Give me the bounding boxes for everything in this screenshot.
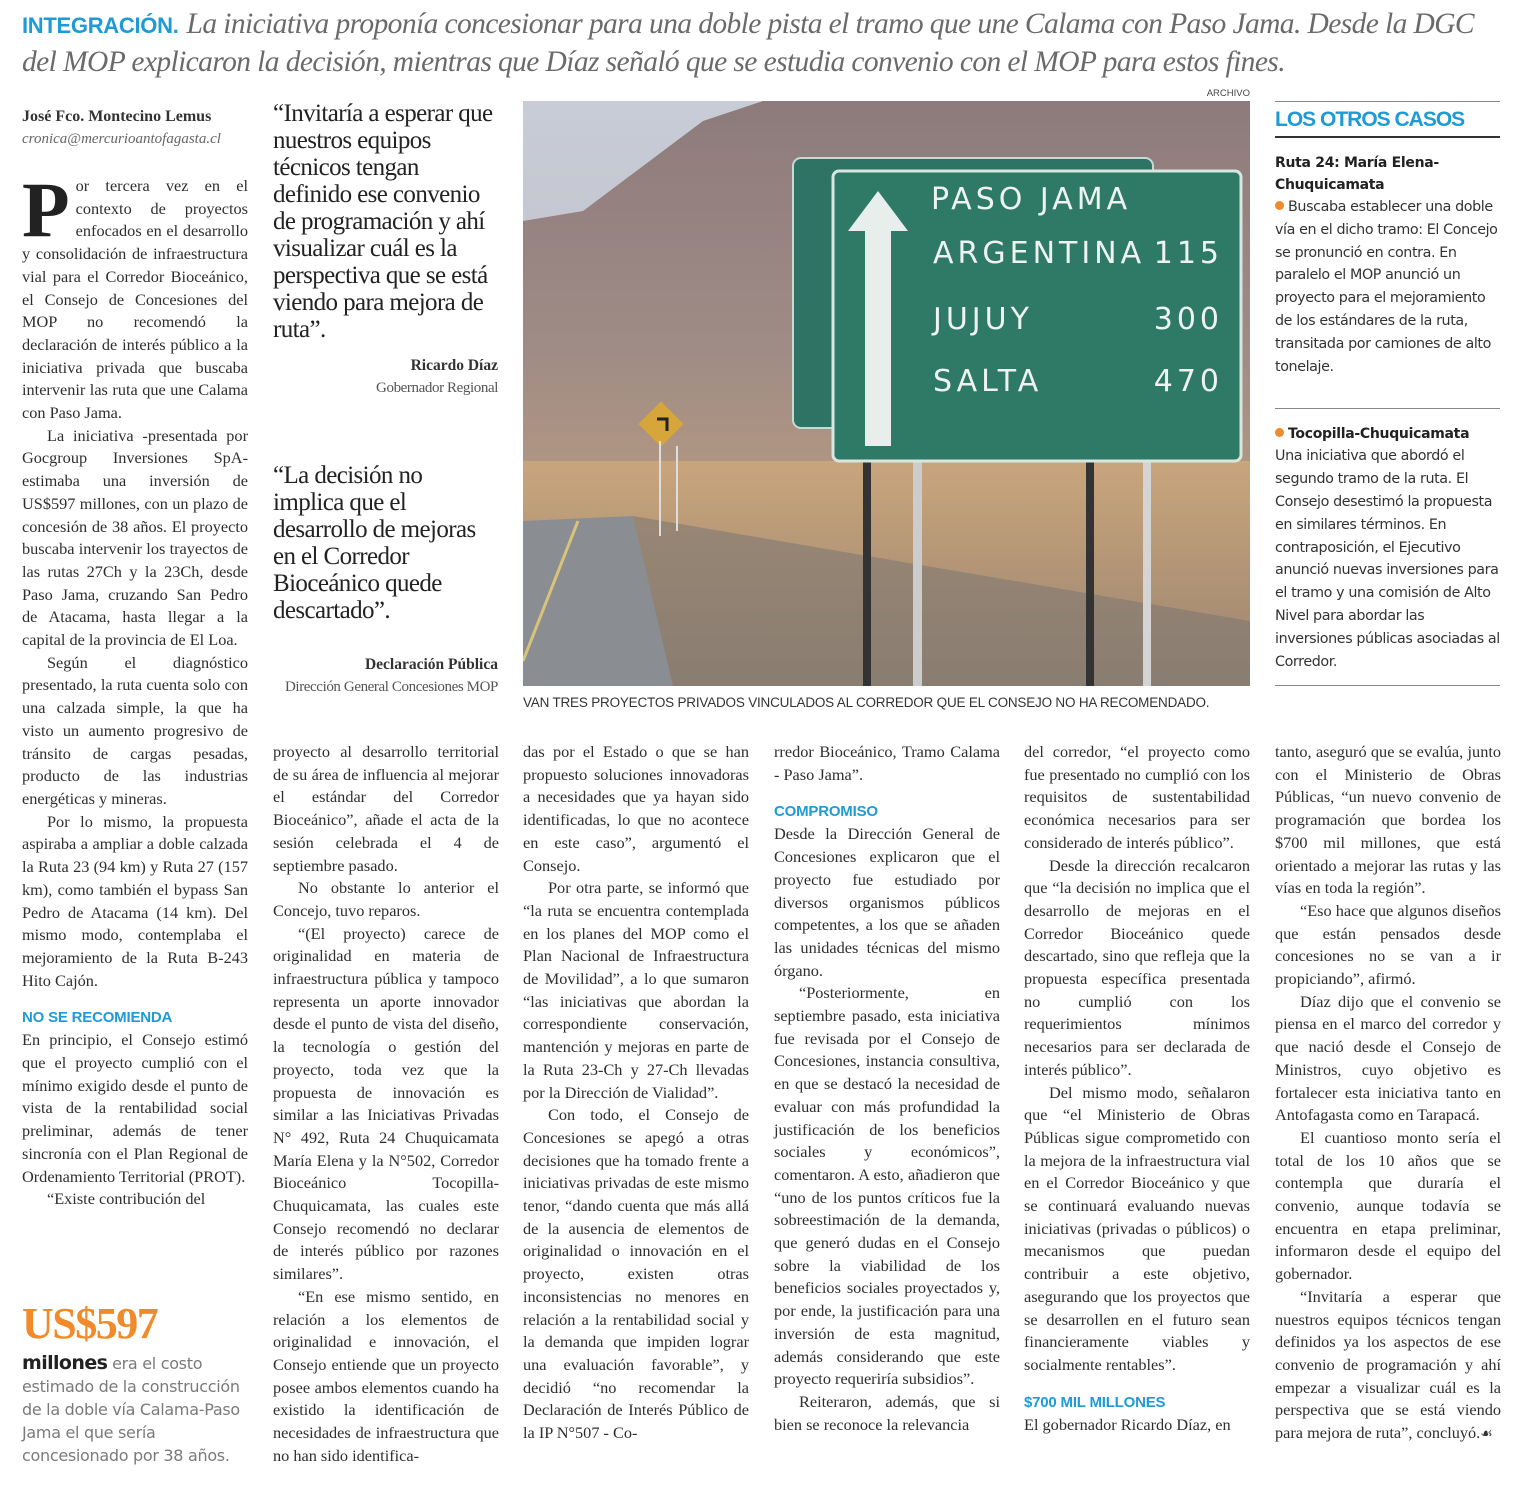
quote-role: Gobernador Regional [376, 380, 498, 396]
bullet-icon [1275, 201, 1284, 210]
paragraph: proyecto al desarrollo territorial de su área de influencia al mejorar el estándar del Corredor Bioceánico”, añade el acta de la sesión celebrada el 4 de septiembre pasado. [273, 742, 499, 875]
case-title: Ruta 24: María Elena-Chuquicamata [1275, 155, 1439, 193]
paragraph: “Posteriormente, en septiembre pasado, esta iniciativa fue revisada por el Consejo de Concesiones, instancia consultiva, en que se destacó la necesidad de evaluar con más profundidad la justificación de los beneficios sociales y económicos”, comentaron. A esto, añadieron que “uno de los puntos críticos fue la sobreestimación de la demanda, que generó dudas en el Consejo sobre la viabilidad de los beneficios sociales proyectados y, por ende, la justificación para una inversión de esta magnitud, además considerando que este proyecto requeriría subsidios”. [774, 983, 1000, 1389]
sign-place-2: JUJUY [933, 302, 1033, 337]
case-text: Buscaba establecer una doble vía en el dicho tramo: El Concejo se pronunció en contra. En paralelo el MOP anunció un proyecto para el mejoramiento de los estándares de la ruta, transitada por camiones de alto tonelaje. [1275, 199, 1498, 375]
case-text: Una iniciativa que abordó el segundo tramo de la ruta. El Consejo desestimó la propuesta en similares términos. En contraposición, el Ejecutivo anunció nuevas inversiones para el tramo y una comisión de Alto Nivel para abordar las inversiones públicas asociadas al Corredor. [1275, 448, 1500, 670]
subheading-no-se-recomienda: NO SE RECOMIENDA [22, 1009, 173, 1027]
sidebar-other-cases [1275, 101, 1500, 686]
paragraph: Díaz dijo que el convenio se piensa en el marco del corredor y que nació desde el Consejo de Ministros, cuyo objetivo es fortalecer esta iniciativa tanto en Antofagasta como en Tarapacá. [1275, 991, 1501, 1125]
paragraph: “Invitaría a esperar que nuestros equipos técnicos tengan definidos ya los aspectos de ese convenio de programación y ahí empezar a visualizar cuál es la perspectiva que se está viendo para mejora de ruta”, concluyó.☙ [1275, 1286, 1501, 1443]
bullet-icon [1275, 428, 1284, 437]
article-column-5 [1024, 741, 1250, 1436]
paragraph: “En ese mismo sentido, en relación a los elementos de originalidad e innovación, el Consejo entiende que un proyecto posee ambos elementos cuando ha existido la identificación de necesidades de infraestructura que no han sido identifica- [273, 1286, 499, 1465]
byline [22, 106, 252, 150]
sign-km-3: 470 [1153, 364, 1223, 399]
paragraph: Desde la Dirección General de Concesiones explicaron que el proyecto fue estudiado por diversos organismos públicos competentes, a los que se añaden las unidades técnicas del mismo órgano. [774, 824, 1000, 980]
article-column-2 [273, 741, 499, 1468]
sidebar-title: LOS OTROS CASOS [1275, 102, 1500, 138]
sign-line-1: PASO JAMA [931, 182, 1132, 217]
quote-text: “La decisión no implica que el desarrollo de mejoras en el Corredor Bioceánico quede descartado”. [273, 462, 476, 624]
paragraph: Con todo, el Consejo de Concesiones se apegó a otras decisiones que ha tomado frente a iniciativas privadas de este mismo tenor, “dando cuenta que más allá de la ausencia de elementos de originalidad o innovación en el proyecto, existen otras inconsistencias no menores en relación a la rentabilidad social y la demanda que impiden lograr una evaluación favorable”, y decidió “no recomendar la Declaración de Interés Público de la IP N°507 - Co- [523, 1105, 749, 1443]
headline-kicker: INTEGRACIÓN. [22, 13, 179, 38]
figure-unit: millones [22, 1352, 108, 1374]
paragraph: Desde la dirección recalcaron que “la decisión no implica que el desarrollo de mejoras en el Corredor Bioceánico quede descartado, sino que refleja que la propuesta específica presentada no cumplió con los requerimientos mínimos necesarios para ser declarada de interés público”. [1024, 855, 1250, 1079]
case-title: Tocopilla-Chuquicamata [1275, 423, 1500, 445]
highlight-figure [22, 1300, 252, 1467]
author-name: José Fco. Montecino Lemus [22, 108, 212, 125]
paragraph: Del mismo modo, señalaron que “el Ministerio de Obras Públicas sigue comprometido con la mejora de la infraestructura vial en el Corredor Bioceánico y que se continuará evaluando nuevas iniciativas (privadas o públicos) o mecanismos que puedan contribuir a este objetivo, asegurando que los proyectos que se desarrollen en el futuro sean financieramente viables y socialmente rentables”. [1024, 1082, 1250, 1374]
sign-place-1: ARGENTINA [933, 236, 1146, 271]
headline-deck-text: La iniciativa proponía concesionar para una doble pista el tramo que une Calama con Paso Jama. Desde la DGC del MOP explicaron la decisión, mientras que Díaz señaló que se estudia convenio con el MOP para estos fines. [22, 8, 1475, 78]
article-column-3 [523, 741, 749, 1445]
sign-km-2: 300 [1153, 302, 1223, 337]
paragraph: tanto, aseguró que se evalúa, junto con el Ministerio de Obras Públicas, “un nuevo convenio de programación que bordea los $700 mil millones, que está orientado a mejorar las rutas y las vías en toda la región”. [1275, 742, 1501, 898]
sign-place-3: SALTA [933, 364, 1043, 399]
paragraph: rredor Bioceánico, Tramo Calama - Paso Jama”. [774, 742, 1000, 784]
paragraph: Según el diagnóstico presentado, la ruta cuenta solo con una calzada simple, la que ha visto un aumento progresivo de tránsito de cargas pesadas, producto de las industrias energéticas y mineras. [22, 652, 248, 808]
sign-km-1: 115 [1153, 236, 1223, 271]
photo-illustration [523, 101, 1250, 686]
drop-cap: P [22, 166, 70, 253]
paragraph: “Existe contribución del [47, 1189, 206, 1209]
quote-author: Declaración Pública [364, 656, 498, 673]
paragraph: En principio, el Consejo estimó que el proyecto cumplió con el mínimo exigido desde el punto de vista de la rentabilidad social preliminar, además de tener sincronía con el Plan Regional de Ordenamiento Territorial (PROT). [22, 1030, 248, 1186]
quote-role: Dirección General Concesiones MOP [285, 679, 498, 695]
article-column-6 [1275, 741, 1501, 1447]
paragraph: Por lo mismo, la propuesta aspiraba a ampliar a doble calzada la Ruta 23 (94 km) y Ruta 27 (157 km), como también el bypass San Pedro de Atacama (14 km). Del mismo modo, contemplaba el mejoramiento de la Ruta B-243 Hito Cajón. [22, 811, 248, 990]
figure-description: millones era el costo estimado de la construcción de la doble vía Calama-Paso Jama el que sería concesionado por 38 años. [22, 1352, 240, 1465]
figure-number: US$597 [22, 1299, 158, 1348]
road-sign-photo [523, 101, 1250, 686]
paragraph: “Eso hace que algunos diseños que están pensados desde concesiones no se van a ir propiciando”, afirmó. [1275, 900, 1501, 989]
author-email[interactable]: cronica@mercurioantofagasta.cl [22, 131, 221, 147]
divider [1275, 685, 1500, 686]
headline-deck [22, 6, 1502, 80]
paragraph: das por el Estado o que se han propuesto soluciones innovadoras a necesidades que ya hayan sido identificadas, lo que no acontece en este caso”, argumentó el Consejo. [523, 742, 749, 875]
paragraph: del corredor, “el proyecto como fue presentado no cumplió con los requisitos de sustentabilidad económica necesarios para ser considerado de interés público”. [1024, 742, 1250, 852]
divider [1275, 408, 1500, 409]
end-mark-icon: ☙ [1480, 1427, 1493, 1443]
paragraph: El cuantioso monto sería el total de los 10 años que se contempla que duraría el convenio, aunque todavía se encuentra en etapa preliminar, informaron desde el equipo del gobernador. [1275, 1127, 1501, 1284]
paragraph: Por otra parte, se informó que “la ruta se encuentra contemplada en los planes del MOP como el Plan Nacional de Infraestructura de Movilidad”, a lo que sumaron “las iniciativas que abordan la correspondiente conservación, mantención y mejoras en parte de la Ruta 23-Ch y 27-Ch llevadas por la Dirección de Vialidad”. [523, 878, 749, 1102]
pull-quote-diaz [273, 100, 498, 399]
photo-credit: ARCHIVO [1206, 88, 1250, 99]
paragraph: “(El proyecto) carece de originalidad en materia de infraestructura pública y tampoco representa un aporte innovador desde el punto de vista del diseño, la tecnología o gestión del proyecto, toda vez que la propuesta de innovación es similar a las Iniciativas Privadas N° 492, Ruta 24 Chuquicamata María Elena y la N°502, Corredor Bioceánico Tocopilla-Chuquicamata, las cuales este Consejo recomendó no declarar de interés público por razones similares”. [273, 923, 499, 1284]
paragraph: Reiteraron, además, que si bien se reconoce la relevancia [774, 1391, 1000, 1434]
subheading-compromiso: COMPROMISO [774, 803, 878, 821]
subheading-700-mil-millones: $700 MIL MILLONES [1024, 1393, 1166, 1411]
quote-text: “Invitaría a esperar que nuestros equipos técnicos tengan definido ese convenio de programación y ahí visualizar cuál es la perspectiva que se está viendo para mejora de ruta”. [273, 100, 493, 343]
photo-caption: VAN TRES PROYECTOS PRIVADOS VINCULADOS AL CORREDOR QUE EL CONSEJO NO HA RECOMENDADO. [523, 695, 1210, 710]
pull-quote-mop [273, 462, 498, 698]
article-column-1 [22, 166, 248, 1211]
article-column-4 [774, 741, 1000, 1436]
quote-author: Ricardo Díaz [410, 357, 498, 374]
paragraph: El gobernador Ricardo Díaz, en [1024, 1414, 1231, 1434]
paragraph: La iniciativa -presentada por Gocgroup Inversiones SpA- estimaba una inversión de US$597 millones, con un plazo de concesión de 38 años. El proyecto buscaba intervenir los trayectos de las rutas 27Ch y la 23Ch, desde Paso Jama, cruzando San Pedro de Atacama, hasta llegar a la capital de la provincia de El Loa. [22, 425, 248, 650]
lead-paragraph: Por tercera vez en el contexto de proyectos enfocados en el desarrollo y consolidación de infraestructura vial para el Corredor Bioceánico, el Consejo de Concesiones del MOP no recomendó la declaración de interés público a la iniciativa privada que buscaba intervenir las ruta que une Calama con Paso Jama. [22, 166, 248, 423]
paragraph: No obstante lo anterior el Concejo, tuvo reparos. [273, 878, 499, 920]
